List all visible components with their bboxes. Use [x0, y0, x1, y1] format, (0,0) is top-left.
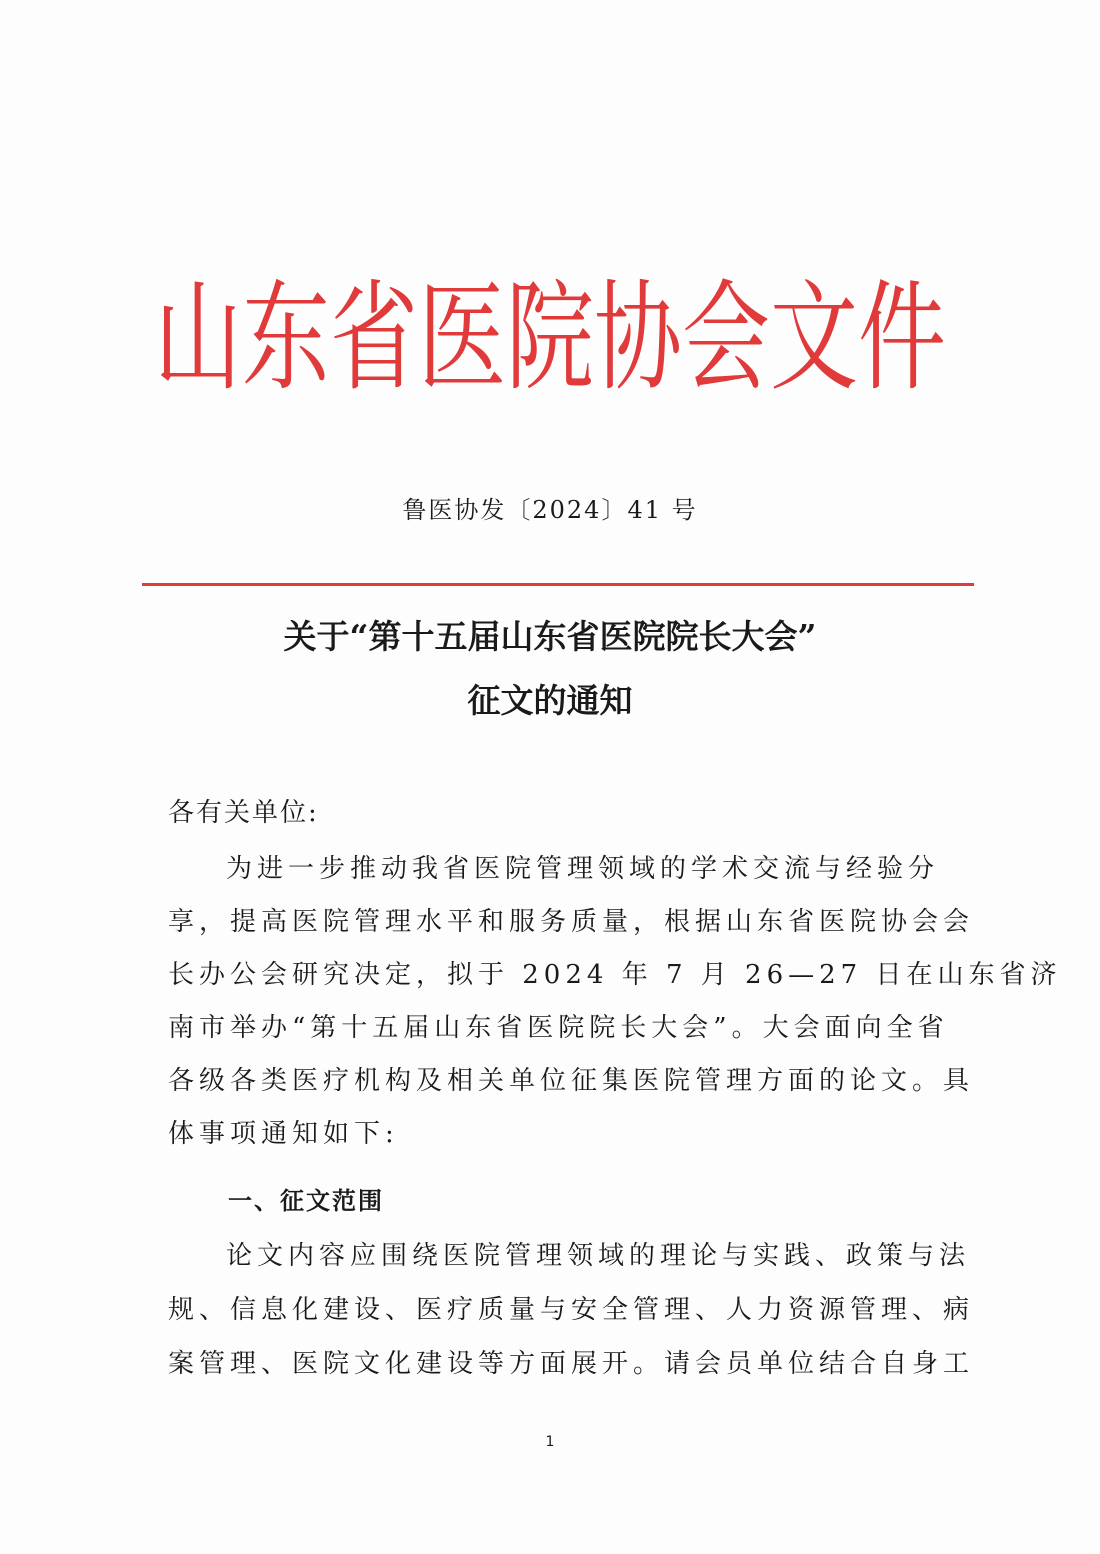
- paragraph-scope: [168, 1232, 975, 1394]
- red-divider-line: [142, 583, 974, 586]
- paragraph-line: 规、信息化建设、医疗质量与安全管理、人力资源管理、病: [168, 1295, 975, 1325]
- paragraph-line: 论文内容应围绕医院管理领域的理论与实践、政策与法: [226, 1241, 971, 1271]
- paragraph-line: 体事项通知如下:: [168, 1119, 399, 1149]
- paragraph-intro: [168, 845, 1062, 1163]
- page-number: 1: [545, 1434, 555, 1450]
- paragraph-line: 各级各类医疗机构及相关单位征集医院管理方面的论文。具: [168, 1066, 975, 1096]
- section-heading-scope: 一、征文范围: [228, 1187, 384, 1215]
- document-number: 鲁医协发〔2024〕41 号: [402, 496, 698, 524]
- paragraph-line: 案管理、医院文化建设等方面展开。请会员单位结合自身工: [168, 1349, 975, 1379]
- notice-title-line-2: 征文的通知: [467, 681, 633, 720]
- salutation: 各有关单位:: [168, 798, 319, 828]
- paragraph-line: 为进一步推动我省医院管理领域的学术交流与经验分: [226, 854, 940, 884]
- masthead-title: 山东省医院协会文件: [153, 267, 946, 407]
- paragraph-line: 长办公会研究决定，拟于 2024 年 7 月 26—27 日在山东省济: [168, 960, 1062, 990]
- paragraph-line: 南市举办“第十五届山东省医院院长大会”。大会面向全省: [168, 1013, 949, 1043]
- notice-title-line-1: 关于“第十五届山东省医院院长大会”: [283, 617, 817, 656]
- paragraph-line: 享，提高医院管理水平和服务质量，根据山东省医院协会会: [168, 907, 975, 937]
